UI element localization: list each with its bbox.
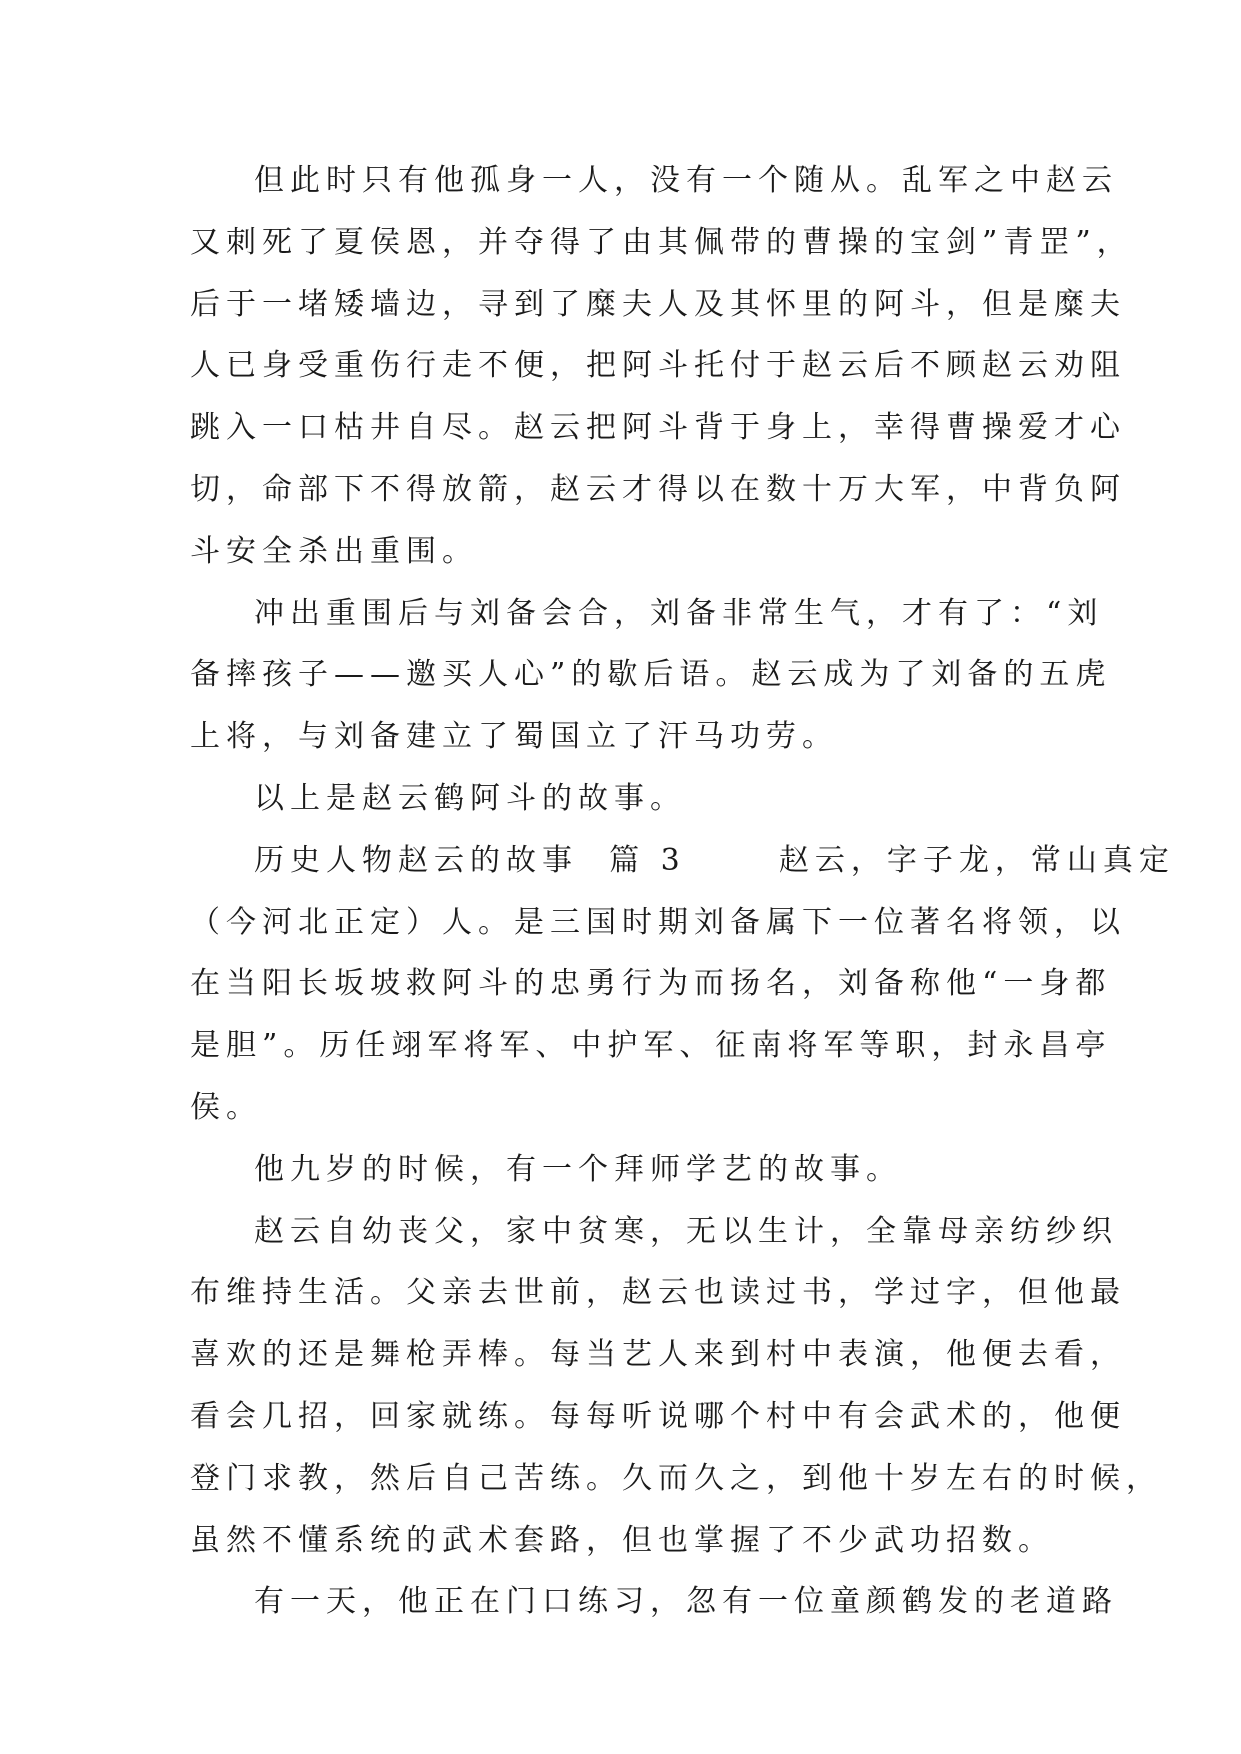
body-text	[190, 150, 1175, 1633]
text-line: 后于一堵矮墙边，寻到了糜夫人及其怀里的阿斗，但是糜夫	[190, 286, 1126, 322]
text-line: 冲出重围后与刘备会合，刘备非常生气，才有了：“刘	[254, 595, 1104, 631]
text-line: 是胆”。历任翊军将军、中护军、征南将军等职，封永昌亭	[190, 1028, 1112, 1064]
text-line: 人已身受重伤行走不便，把阿斗托付于赵云后不顾赵云劝阻	[190, 348, 1126, 384]
text-line: 他九岁的时候，有一个拜师学艺的故事。	[254, 1151, 902, 1187]
text-line: 切，命部下不得放箭，赵云才得以在数十万大军，中背负阿	[190, 471, 1126, 507]
text-line: （今河北正定）人。是三国时期刘备属下一位著名将领，以	[190, 904, 1126, 940]
text-line: 侯。	[190, 1089, 262, 1125]
text-line: 但此时只有他孤身一人，没有一个随从。乱军之中赵云	[254, 163, 1118, 198]
text-line: 登门求教，然后自己苦练。久而久之，到他十岁左右的时候，	[190, 1460, 1162, 1496]
text-line: 在当阳长坂坡救阿斗的忠勇行为而扬名，刘备称他“一身都	[190, 966, 1112, 1002]
text-line: 布维持生活。父亲去世前，赵云也读过书，学过字，但他最	[190, 1275, 1126, 1311]
text-line: 上将，与刘备建立了蜀国立了汗马功劳。	[190, 719, 838, 755]
text-line: 赵云自幼丧父，家中贫寒，无以生计，全靠母亲纺纱织	[254, 1213, 1118, 1249]
text-line: 又刺死了夏侯恩，并夺得了由其佩带的曹操的宝剑”青罡”，	[190, 224, 1133, 260]
text-line: 斗安全杀出重围。	[190, 533, 478, 569]
text-line: 跳入一口枯井自尽。赵云把阿斗背于身上，幸得曹操爱才心	[190, 410, 1126, 446]
text-line: 有一天，他正在门口练习，忽有一位童颜鹤发的老道路	[254, 1584, 1118, 1620]
text-line: 喜欢的还是舞枪弄棒。每当艺人来到村中表演，他便去看，	[190, 1337, 1126, 1373]
text-line: 看会几招，回家就练。每每听说哪个村中有会武术的，他便	[190, 1398, 1126, 1434]
text-line: 以上是赵云鹤阿斗的故事。	[254, 780, 686, 816]
text-line: 虽然不懂系统的武术套路，但也掌握了不少武功招数。	[190, 1522, 1054, 1558]
section-heading-line: 历史人物赵云的故事 篇 3 赵云，字子龙，常山真定	[254, 842, 1175, 878]
text-line: 备摔孩子——邀买人心”的歇后语。赵云成为了刘备的五虎	[190, 657, 1112, 693]
